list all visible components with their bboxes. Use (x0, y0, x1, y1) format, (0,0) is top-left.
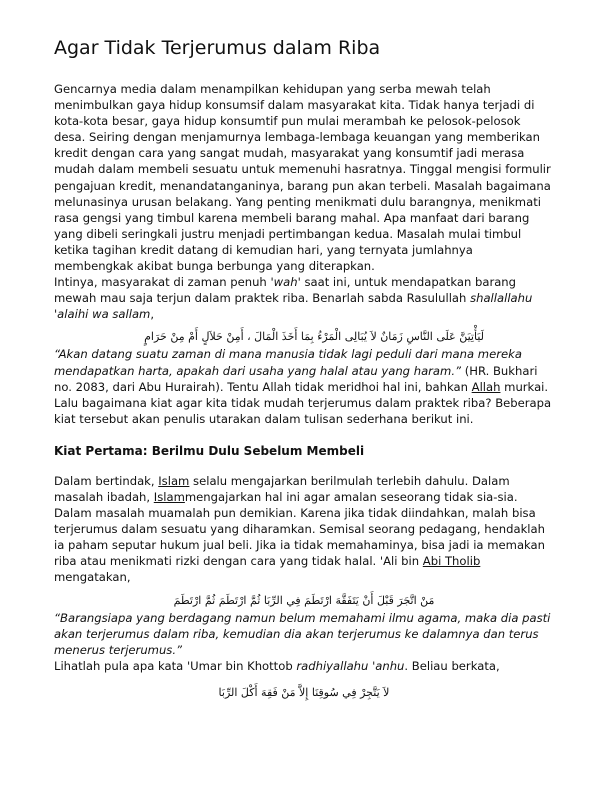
intro-p2-text-a: Intinya, masyarakat di zaman penuh ' (54, 275, 274, 290)
abi-tholib-link[interactable]: Abi Tholib (422, 554, 481, 569)
s1-p1-text-a: Dalam bertindak, (54, 473, 159, 488)
s1-p1-text-b: selalu mengajarkan berilmulah terlebih dahulu. Dalam masalah ibadah, (54, 473, 510, 504)
intro-p3-text-a: (HR. Bukhari no. 2083, dari Abu Hurairah). Tentu Allah tidak meridhoi hal ini, bahkan (54, 363, 538, 394)
section1-paragraph-1 (54, 473, 554, 586)
quote-translation-1: “Akan datang suatu zaman di mana manusia tidak lagi peduli dari mana mereka mendapatkan harta, apakah dari usaha yang halal atau yang haram.” (54, 347, 522, 378)
page-title: Agar Tidak Terjerumus dalam Riba (54, 37, 381, 59)
radhiyallahu-phrase: radhiyallahu 'anhu (296, 658, 405, 673)
islam-link-1[interactable]: Islam (158, 473, 190, 488)
intro-p3-text-b: murkai. Lalu bagaimana kiat agar kita tidak mudah terjerumus dalam praktek riba? Beberapa kiat tersebut akan penulis utarakan dalam tulisan sederhana berikut ini. (54, 379, 552, 426)
section-heading-kiat-pertama: Kiat Pertama: Berilmu Dulu Sebelum Membeli (54, 443, 365, 458)
arabic-hadith-1: لَيَأْتِيَنَّ عَلَى النَّاسِ زَمَانٌ لاَ يُبَالِى الْمَرْءُ بِمَا أَخَذَ الْمَالَ ، أَمِنْ حَلاَلٍ أَمْ مِنْ حَرَامٍ (144, 330, 484, 344)
allah-link[interactable]: Allah (471, 379, 501, 394)
quote-translation-2: “Barangsiapa yang berdagang namun belum memahami ilmu agama, maka dia pasti akan terjerumus dalam riba, kemudian dia akan terjerumus ke dalamnya dan terus menerus terjerumus.” (54, 610, 551, 657)
arabic-atsar-ali: مَنْ اتَّجَرَ قَبْلَ أَنْ يَتَفَقَّهَ ارْتَطَمَ فِي الرِّبَا ثُمَّ ارْتَطَمَ ثُمَّ ارْتَطَمَ (173, 593, 435, 607)
intro-paragraph-3 (54, 346, 554, 426)
document-page (54, 36, 554, 702)
s1-p2-text-a: Lihatlah pula apa kata 'Umar bin Khottob (54, 658, 297, 673)
islam-link-2[interactable]: Islam (153, 489, 185, 504)
salawat-phrase: shallallahu 'alaihi wa sallam (54, 291, 533, 322)
arabic-atsar-umar: لاَ يَتَّجِرْ فِي سُوقِنَا إِلاَّ مَنْ فَقِهَ أَكْلَ الرِّبَا (218, 685, 390, 699)
section1-paragraph-2 (54, 658, 554, 674)
s1-p2-text-b: . Beliau berkata, (404, 658, 500, 673)
intro-paragraph-2 (54, 274, 554, 322)
wah-term: wah (273, 275, 298, 290)
intro-paragraph-1: Gencarnya media dalam menampilkan kehidupan yang serba mewah telah menimbulkan gaya hidup konsumsif dalam masyarakat kita. Tidak hanya terjadi di kota-kota besar, gaya hidup konsumtif pun mulai merambah ke pelosok-pelosok desa. Seiring dengan menjamurnya lembaga-lembaga keuangan yang memberikan kredit dengan cara yang sangat mudah, masyarakat yang konsumtif jadi merasa mudah dalam membeli sesuatu untuk memenuhi hasratnya. Tinggal mengisi formulir pengajuan kredit, menandatanganinya, barang pun akan terbeli. Masalah bagaimana melunasinya urusan belakang. Yang penting menikmati dulu barangnya, menikmati rasa gengsi yang timbul karena membeli barang mahal. Apa manfaat dari barang yang dibeli seringkali justru menjadi pertimbangan kedua. Masalah mulai timbul ketika tagihan kredit datang di kemudian hari, yang ternyata jumlahnya membengkak akibat bunga berbunga yang diterapkan. (54, 82, 551, 274)
s1-p1-text-d: mengatakan, (54, 570, 131, 585)
intro-p2-text-c: , (150, 307, 155, 322)
s1-p1-text-c: mengajarkan hal ini agar amalan seseorang tidak sia-sia. Dalam masalah muamalah pun demikian. Karena jika tidak diindahkan, malah bisa terjerumus dalam sesuatu yang diharamkan. Semisal seorang pedagang, hendaklah ia paham seputar hukum jual beli. Jika ia tidak memahaminya, bisa jadi ia memakan riba atau menikmati rizki dengan cara yang tidak halal. 'Ali bin (54, 489, 546, 569)
intro-p2-text-b: ' saat ini, untuk mendapatkan barang mewah mau saja terjun dalam praktek riba. Benarlah sabda Rasulullah (54, 275, 517, 306)
